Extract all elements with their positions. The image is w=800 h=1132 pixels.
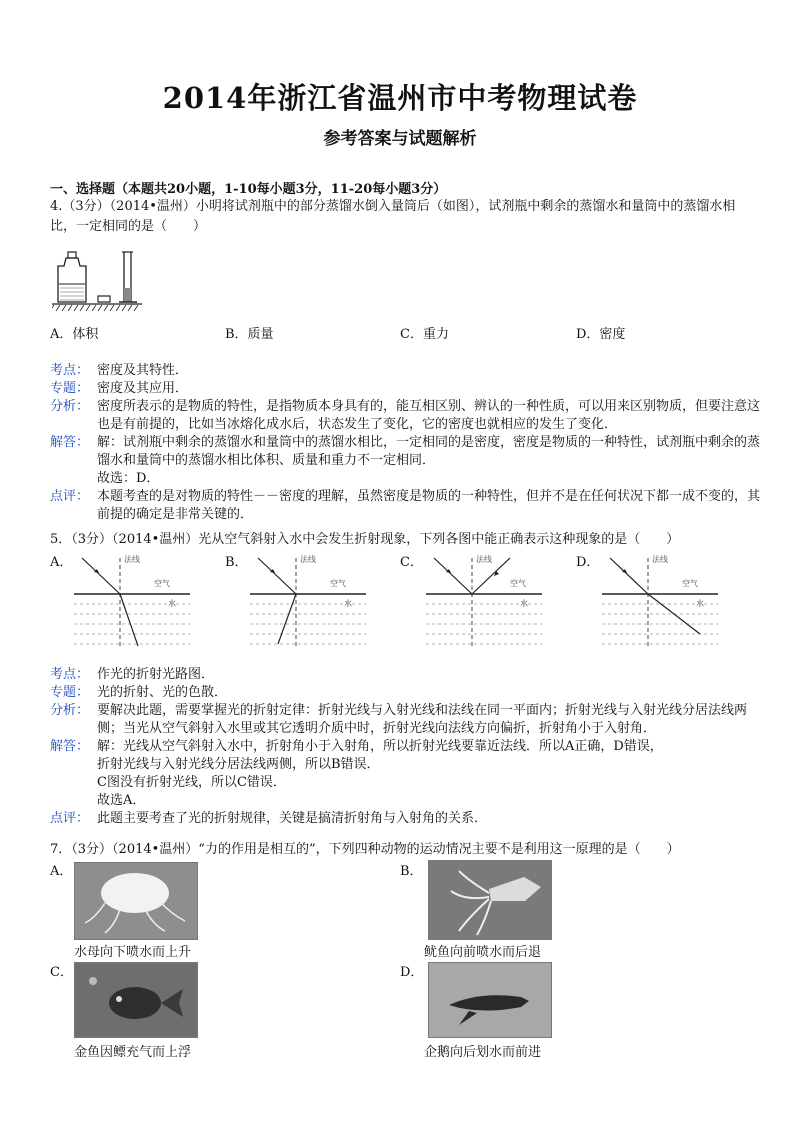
page-title: 2014年浙江省温州市中考物理试卷 <box>162 81 638 115</box>
bottle-cylinder-figure <box>52 250 142 312</box>
normal-label: 法线 <box>300 555 316 564</box>
page-subtitle: 参考答案与试题解析 <box>323 129 477 149</box>
refraction-diagram-b <box>248 550 368 650</box>
question-7-stem: 7．（3分）（2014•温州）“力的作用是相互的”，下列四种动物的运动情况主要不是利用这一原理的是（ ） <box>50 842 680 857</box>
q5-jieda-line-2: 折射光线与入射光线分居法线两侧，所以B错误． <box>97 757 380 772</box>
q5-jieda-line-4: 故选A． <box>97 793 146 808</box>
refraction-diagram-c <box>424 550 544 650</box>
q5-option-d: D． <box>576 555 600 570</box>
q4-kaodian-label: 考点： <box>50 363 90 378</box>
q5-zhuanti: 光的折射、光的色散． <box>97 685 228 700</box>
water-label: 水 <box>168 599 176 608</box>
q4-zhuanti-label: 专题： <box>50 381 90 396</box>
q4-dianping-label: 点评： <box>50 489 90 504</box>
air-label: 空气 <box>682 579 698 588</box>
q5-kaodian: 作光的折射光路图． <box>97 667 215 682</box>
question-5-stem: 5．（3分）（2014•温州）光从空气斜射入水中会发生折射现象，下列各图中能正确表示这种现象的是（ ） <box>50 532 680 547</box>
air-label: 空气 <box>154 579 170 588</box>
q4-fenxi: 密度所表示的是物质的特性，是指物质本身具有的，能互相区别、辨认的一种性质，可以用来区别物质，但要注意这也是有前提的，比如当冰熔化成水后，状态发生了变化，它的密度也就相应的发生了变化． <box>97 399 761 432</box>
q4-kaodian: 密度及其特性． <box>97 363 189 378</box>
q7-option-d: D． <box>400 965 424 980</box>
refraction-diagram-d <box>600 550 720 650</box>
q4-option-b: B．质量 <box>225 327 274 342</box>
water-label: 水 <box>520 599 528 608</box>
q4-zhuanti: 密度及其应用． <box>97 381 189 396</box>
q5-kaodian-label: 考点： <box>50 667 90 682</box>
water-label: 水 <box>696 599 704 608</box>
air-label: 空气 <box>510 579 526 588</box>
q5-option-c: C． <box>400 555 423 570</box>
q4-answer: 故选：D． <box>97 471 160 486</box>
jellyfish-photo <box>74 862 198 940</box>
q5-option-a: A． <box>50 555 73 570</box>
q4-jieda: 解：试剂瓶中剩余的蒸馏水和量筒中的蒸馏水相比，一定相同的是密度，密度是物质的一种特性，试剂瓶中剩余的蒸馏水和量筒中的蒸馏水相比体积、质量和重力不一定相同． <box>97 435 761 468</box>
normal-label: 法线 <box>652 555 668 564</box>
q4-jieda-label: 解答： <box>50 435 90 450</box>
q5-fenxi-label: 分析： <box>50 703 90 718</box>
q7-caption-d: 企鹅向后划水而前进 <box>424 1045 542 1060</box>
q5-fenxi: 要解决此题，需要掌握光的折射定律：折射光线与入射光线和法线在同一平面内；折射光线与入射光线分居法线两侧；当光从空气斜射入水里或其它透明介质中时，折射光线向法线方向偏折，折射角小于入射角． <box>97 703 748 736</box>
q5-jieda-label: 解答： <box>50 739 90 754</box>
penguin-photo <box>428 962 552 1038</box>
q7-option-b: B． <box>400 864 423 879</box>
q4-fenxi-label: 分析： <box>50 399 90 414</box>
section-heading: 一、选择题（本题共20小题，1-10每小题3分，11-20每小题3分） <box>50 182 447 197</box>
q7-option-a: A． <box>50 864 73 879</box>
q5-jieda-line-1: 解：光线从空气斜射入水中，折射角小于入射角，所以折射光线要靠近法线．所以A正确，D错误， <box>97 739 663 754</box>
q4-dianping: 本题考查的是对物质的特性－－密度的理解，虽然密度是物质的一种特性，但并不是在任何状况下都一成不变的，其前提的确定是非常关键的． <box>97 489 761 522</box>
normal-label: 法线 <box>124 555 140 564</box>
q5-zhuanti-label: 专题： <box>50 685 90 700</box>
squid-photo <box>428 860 552 940</box>
water-label: 水 <box>344 599 352 608</box>
air-label: 空气 <box>330 579 346 588</box>
q5-dianping-label: 点评： <box>50 811 90 826</box>
q5-dianping: 此题主要考查了光的折射规律，关键是搞清折射角与入射角的关系． <box>97 811 488 826</box>
q4-option-d: D．密度 <box>576 327 626 342</box>
q7-caption-a: 水母向下喷水而上升 <box>74 945 192 960</box>
question-4-stem: 4.（3分）（2014•温州）小明将试剂瓶中的部分蒸馏水倒入量筒后（如图），试剂瓶中剩余的蒸馏水和量筒中的蒸馏水相比，一定相同的是（ ） <box>50 199 736 234</box>
refraction-diagram-a <box>72 550 192 650</box>
normal-label: 法线 <box>476 555 492 564</box>
q5-jieda-line-3: C图没有折射光线，所以C错误． <box>97 775 286 790</box>
q4-option-c: C．重力 <box>400 327 449 342</box>
q5-option-b: B． <box>225 555 248 570</box>
q7-caption-c: 金鱼因鳔充气而上浮 <box>74 1045 192 1060</box>
q7-caption-b: 鱿鱼向前喷水而后退 <box>424 945 542 960</box>
q4-option-a: A．体积 <box>50 327 99 342</box>
q7-option-c: C． <box>50 965 73 980</box>
goldfish-photo <box>74 962 198 1038</box>
